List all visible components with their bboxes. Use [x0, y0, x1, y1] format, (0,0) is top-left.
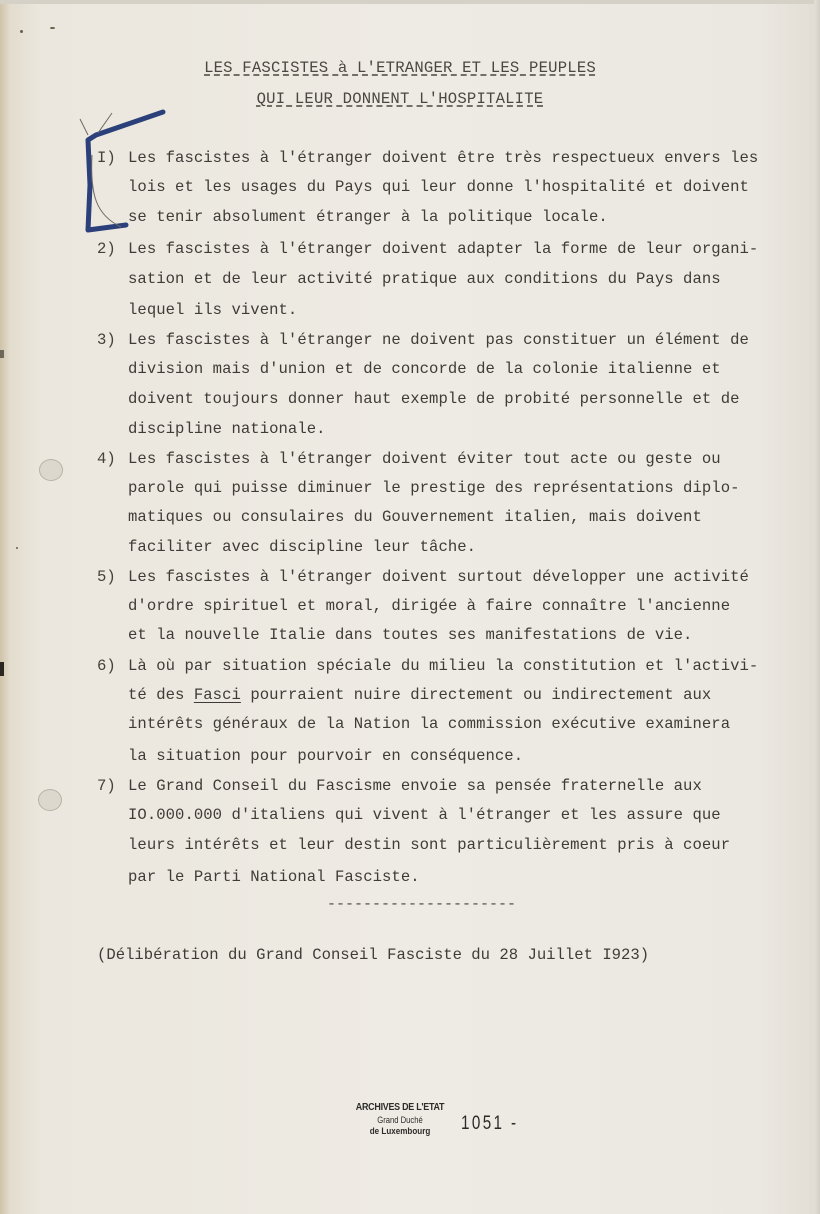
article-line: intérêts généraux de la Nation la commission exécutive examinera: [128, 715, 731, 733]
separator-line: ---------------------: [327, 896, 517, 913]
deliberation-note: (Délibération du Grand Conseil Fasciste du 28 Juillet I923): [97, 946, 650, 964]
article-line: Les fascistes à l'étranger doivent adapter la forme de leur organi-: [128, 240, 759, 258]
article-line: matiques ou consulaires du Gouvernement italien, mais doivent: [128, 508, 702, 526]
article-line: lois et les usages du Pays qui leur donne l'hospitalité et doivent: [128, 178, 749, 196]
article-line: discipline nationale.: [128, 420, 326, 438]
article-number: 7): [97, 777, 116, 795]
article-line: et la nouvelle Italie dans toutes ses manifestations de vie.: [128, 626, 693, 644]
article-line: [128, 686, 711, 704]
article-number: 6): [97, 657, 116, 675]
punch-hole: [39, 459, 63, 481]
article-line: sation et de leur activité pratique aux conditions du Pays dans: [128, 270, 721, 288]
article-line: Les fascistes à l'étranger doivent surtout développer une activité: [128, 568, 749, 586]
document-title-line-1: LES FASCISTES à L'ETRANGER ET LES PEUPLES: [204, 59, 596, 77]
page-right-edge: [814, 0, 820, 1214]
article-line: Là où par situation spéciale du milieu la constitution et l'activi-: [128, 657, 759, 675]
article-line: se tenir absolument étranger à la politique locale.: [128, 208, 608, 226]
stain-speck: [16, 547, 18, 549]
punch-hole: [38, 789, 62, 811]
stamp-line-2: Grand Duché: [377, 1115, 423, 1125]
stain-speck: [20, 30, 23, 33]
archive-stamp: [348, 1101, 452, 1137]
article-line: division mais d'union et de concorde de la colonie italienne et: [128, 360, 721, 378]
article-number: I): [97, 149, 116, 167]
article-line: faciliter avec discipline leur tâche.: [128, 538, 477, 556]
stamp-line-1: ARCHIVES DE L'ETAT: [355, 1101, 445, 1113]
article-line-rest: pourraient nuire directement ou indirectement aux: [240, 686, 712, 704]
page-top-edge: [0, 0, 820, 4]
article-number: 4): [97, 450, 116, 468]
edge-mark: [0, 662, 4, 676]
article-line: d'ordre spirituel et moral, dirigée à faire connaître l'ancienne: [128, 597, 731, 615]
article-line: parole qui puisse diminuer le prestige des représentations diplo-: [128, 479, 740, 497]
article-number: 3): [97, 331, 116, 349]
article-line: leurs intérêts et leur destin sont particulièrement pris à coeur: [128, 836, 731, 854]
article-line: par le Parti National Fasciste.: [128, 868, 420, 886]
document-title-line-2: QUI LEUR DONNENT L'HOSPITALITE: [256, 90, 544, 108]
article-line: Les fascistes à l'étranger ne doivent pas constituer un élément de: [128, 331, 749, 349]
article-line: Le Grand Conseil du Fascisme envoie sa pensée fraternelle aux: [128, 777, 702, 795]
article-line: la situation pour pourvoir en conséquence.: [128, 747, 524, 765]
article-number: 2): [97, 240, 116, 258]
article-line: doivent toujours donner haut exemple de probité personnelle et de: [128, 390, 740, 408]
article-line: IO.000.000 d'italiens qui vivent à l'étranger et les assure que: [128, 806, 721, 824]
stamp-line-3: de Luxembourg: [369, 1126, 431, 1137]
article-number: 5): [97, 568, 116, 586]
fasci-underlined-term: Fasci: [193, 686, 241, 704]
stain-speck: [50, 27, 55, 29]
article-line: Les fascistes à l'étranger doivent être très respectueux envers les: [128, 149, 759, 167]
edge-mark: [0, 350, 4, 358]
article-line-start: té des: [128, 686, 194, 704]
article-line: Les fascistes à l'étranger doivent éviter tout acte ou geste ou: [128, 450, 721, 468]
article-line: lequel ils vivent.: [128, 301, 298, 319]
archive-page-number: 1051 -: [461, 1113, 519, 1134]
